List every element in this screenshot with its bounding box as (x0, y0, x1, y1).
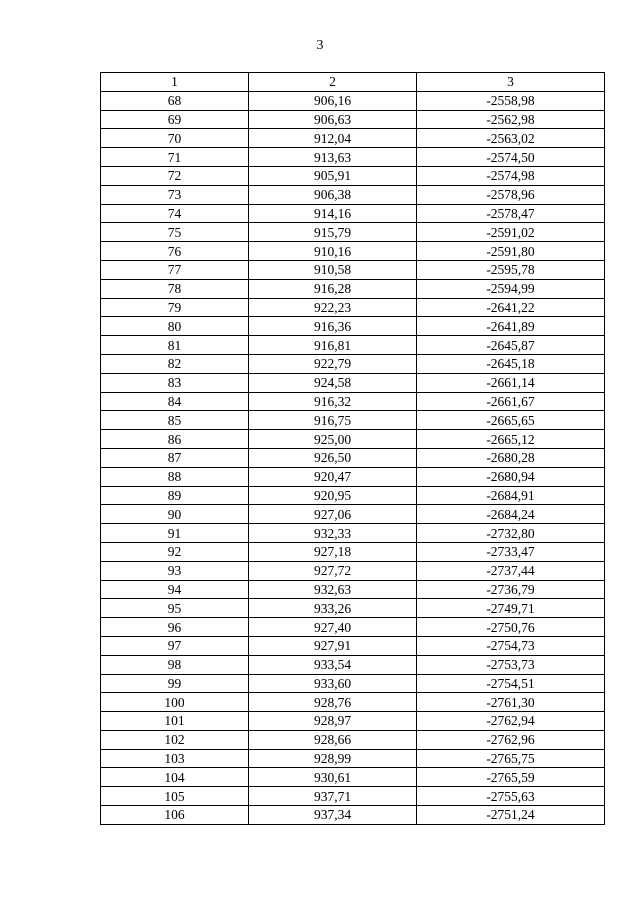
point-number-cell: 104 (101, 768, 249, 787)
point-number-cell: 100 (101, 693, 249, 712)
point-number-cell: 71 (101, 148, 249, 167)
point-number-cell: 70 (101, 129, 249, 148)
x-value-cell: 906,63 (249, 110, 417, 129)
x-value-cell: 905,91 (249, 166, 417, 185)
y-value-cell: -2765,75 (417, 749, 605, 768)
x-value-cell: 930,61 (249, 768, 417, 787)
y-value-cell: -2641,89 (417, 317, 605, 336)
table-row (101, 693, 605, 712)
table-row (101, 298, 605, 317)
x-value-cell: 922,79 (249, 354, 417, 373)
y-value-cell: -2578,47 (417, 204, 605, 223)
x-value-cell: 916,75 (249, 411, 417, 430)
y-value-cell: -2732,80 (417, 524, 605, 543)
y-value-cell: -2761,30 (417, 693, 605, 712)
page-number: 3 (316, 38, 324, 53)
y-value-cell: -2680,28 (417, 448, 605, 467)
y-value-cell: -2736,79 (417, 580, 605, 599)
y-value-cell: -2574,50 (417, 148, 605, 167)
point-number-cell: 96 (101, 618, 249, 637)
y-value-cell: -2645,87 (417, 336, 605, 355)
point-number-cell: 87 (101, 448, 249, 467)
x-value-cell: 915,79 (249, 223, 417, 242)
table-row (101, 166, 605, 185)
point-number-cell: 98 (101, 655, 249, 674)
y-value-cell: -2594,99 (417, 279, 605, 298)
point-number-cell: 85 (101, 411, 249, 430)
x-value-cell: 906,38 (249, 185, 417, 204)
column-header-1: 1 (101, 73, 249, 92)
table-row (101, 636, 605, 655)
x-value-cell: 922,23 (249, 298, 417, 317)
table-row (101, 354, 605, 373)
table-row (101, 542, 605, 561)
y-value-cell: -2558,98 (417, 91, 605, 110)
table-row (101, 580, 605, 599)
table-row (101, 730, 605, 749)
x-value-cell: 933,54 (249, 655, 417, 674)
point-number-cell: 88 (101, 467, 249, 486)
table-row (101, 467, 605, 486)
table-row (101, 768, 605, 787)
table-row (101, 712, 605, 731)
x-value-cell: 912,04 (249, 129, 417, 148)
x-value-cell: 914,16 (249, 204, 417, 223)
x-value-cell: 910,58 (249, 260, 417, 279)
point-number-cell: 77 (101, 260, 249, 279)
point-number-cell: 84 (101, 392, 249, 411)
y-value-cell: -2750,76 (417, 618, 605, 637)
x-value-cell: 928,99 (249, 749, 417, 768)
table-row (101, 223, 605, 242)
y-value-cell: -2645,18 (417, 354, 605, 373)
y-value-cell: -2563,02 (417, 129, 605, 148)
table-row (101, 204, 605, 223)
y-value-cell: -2684,91 (417, 486, 605, 505)
x-value-cell: 924,58 (249, 373, 417, 392)
x-value-cell: 937,34 (249, 806, 417, 825)
table-row (101, 505, 605, 524)
point-number-cell: 76 (101, 242, 249, 261)
y-value-cell: -2765,59 (417, 768, 605, 787)
table-row (101, 260, 605, 279)
point-number-cell: 93 (101, 561, 249, 580)
point-number-cell: 103 (101, 749, 249, 768)
x-value-cell: 932,33 (249, 524, 417, 543)
table-row (101, 317, 605, 336)
coordinates-table (100, 72, 605, 825)
table-row (101, 430, 605, 449)
x-value-cell: 916,36 (249, 317, 417, 336)
table-row (101, 561, 605, 580)
table-row (101, 599, 605, 618)
x-value-cell: 932,63 (249, 580, 417, 599)
table-row (101, 787, 605, 806)
x-value-cell: 927,91 (249, 636, 417, 655)
point-number-cell: 94 (101, 580, 249, 599)
point-number-cell: 83 (101, 373, 249, 392)
x-value-cell: 910,16 (249, 242, 417, 261)
y-value-cell: -2737,44 (417, 561, 605, 580)
point-number-cell: 95 (101, 599, 249, 618)
point-number-cell: 69 (101, 110, 249, 129)
y-value-cell: -2591,02 (417, 223, 605, 242)
x-value-cell: 928,76 (249, 693, 417, 712)
table-row (101, 448, 605, 467)
table-row (101, 749, 605, 768)
point-number-cell: 79 (101, 298, 249, 317)
y-value-cell: -2578,96 (417, 185, 605, 204)
table-row (101, 655, 605, 674)
x-value-cell: 925,00 (249, 430, 417, 449)
x-value-cell: 933,60 (249, 674, 417, 693)
table-row (101, 129, 605, 148)
column-header-3: 3 (417, 73, 605, 92)
y-value-cell: -2762,94 (417, 712, 605, 731)
point-number-cell: 82 (101, 354, 249, 373)
table-row (101, 486, 605, 505)
y-value-cell: -2754,73 (417, 636, 605, 655)
x-value-cell: 927,72 (249, 561, 417, 580)
point-number-cell: 99 (101, 674, 249, 693)
y-value-cell: -2562,98 (417, 110, 605, 129)
y-value-cell: -2591,80 (417, 242, 605, 261)
y-value-cell: -2661,14 (417, 373, 605, 392)
point-number-cell: 89 (101, 486, 249, 505)
point-number-cell: 78 (101, 279, 249, 298)
y-value-cell: -2684,24 (417, 505, 605, 524)
table-row (101, 279, 605, 298)
point-number-cell: 74 (101, 204, 249, 223)
x-value-cell: 920,95 (249, 486, 417, 505)
x-value-cell: 906,16 (249, 91, 417, 110)
x-value-cell: 913,63 (249, 148, 417, 167)
table-row (101, 91, 605, 110)
y-value-cell: -2641,22 (417, 298, 605, 317)
y-value-cell: -2665,65 (417, 411, 605, 430)
table-header-row (101, 73, 605, 92)
y-value-cell: -2751,24 (417, 806, 605, 825)
x-value-cell: 927,06 (249, 505, 417, 524)
y-value-cell: -2733,47 (417, 542, 605, 561)
point-number-cell: 72 (101, 166, 249, 185)
table-row (101, 242, 605, 261)
point-number-cell: 86 (101, 430, 249, 449)
table-row (101, 185, 605, 204)
point-number-cell: 106 (101, 806, 249, 825)
point-number-cell: 75 (101, 223, 249, 242)
x-value-cell: 927,18 (249, 542, 417, 561)
point-number-cell: 101 (101, 712, 249, 731)
table-row (101, 806, 605, 825)
point-number-cell: 90 (101, 505, 249, 524)
table-row (101, 373, 605, 392)
table-row (101, 148, 605, 167)
x-value-cell: 928,97 (249, 712, 417, 731)
y-value-cell: -2755,63 (417, 787, 605, 806)
y-value-cell: -2661,67 (417, 392, 605, 411)
point-number-cell: 97 (101, 636, 249, 655)
point-number-cell: 73 (101, 185, 249, 204)
table-row (101, 110, 605, 129)
x-value-cell: 933,26 (249, 599, 417, 618)
table-row (101, 392, 605, 411)
point-number-cell: 102 (101, 730, 249, 749)
table-row (101, 336, 605, 355)
y-value-cell: -2754,51 (417, 674, 605, 693)
point-number-cell: 81 (101, 336, 249, 355)
y-value-cell: -2595,78 (417, 260, 605, 279)
x-value-cell: 926,50 (249, 448, 417, 467)
y-value-cell: -2762,96 (417, 730, 605, 749)
table-row (101, 618, 605, 637)
x-value-cell: 916,28 (249, 279, 417, 298)
x-value-cell: 920,47 (249, 467, 417, 486)
point-number-cell: 92 (101, 542, 249, 561)
y-value-cell: -2680,94 (417, 467, 605, 486)
table-row (101, 524, 605, 543)
column-header-2: 2 (249, 73, 417, 92)
x-value-cell: 937,71 (249, 787, 417, 806)
table-row (101, 674, 605, 693)
y-value-cell: -2574,98 (417, 166, 605, 185)
y-value-cell: -2665,12 (417, 430, 605, 449)
table-row (101, 411, 605, 430)
x-value-cell: 928,66 (249, 730, 417, 749)
x-value-cell: 916,81 (249, 336, 417, 355)
point-number-cell: 68 (101, 91, 249, 110)
x-value-cell: 916,32 (249, 392, 417, 411)
point-number-cell: 91 (101, 524, 249, 543)
x-value-cell: 927,40 (249, 618, 417, 637)
y-value-cell: -2749,71 (417, 599, 605, 618)
point-number-cell: 105 (101, 787, 249, 806)
point-number-cell: 80 (101, 317, 249, 336)
y-value-cell: -2753,73 (417, 655, 605, 674)
